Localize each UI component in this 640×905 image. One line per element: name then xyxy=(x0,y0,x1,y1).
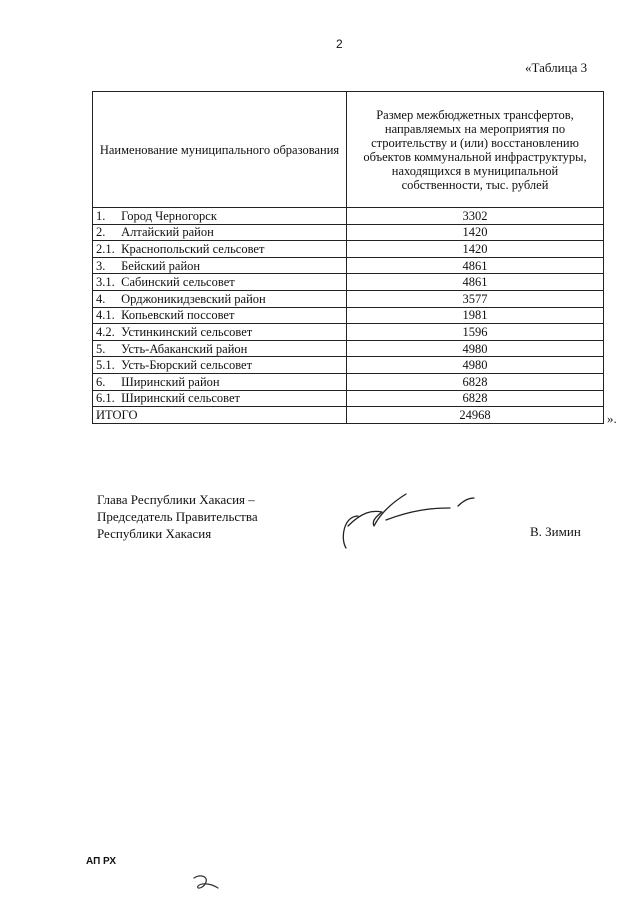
table-row xyxy=(93,274,604,291)
header-name: Наименование муниципального образования xyxy=(93,92,347,208)
row-name-cell xyxy=(93,224,347,241)
row-value: 4980 xyxy=(347,357,604,374)
row-value: 3302 xyxy=(347,208,604,225)
row-number: 2.1. xyxy=(96,241,115,256)
signature-title-line-3: Республики Хакасия xyxy=(97,526,212,541)
total-label: ИТОГО xyxy=(93,407,347,424)
page-number: 2 xyxy=(336,37,343,51)
row-number: 6. xyxy=(96,374,106,389)
row-number: 3.1. xyxy=(96,275,115,290)
table-row xyxy=(93,373,604,390)
handwritten-signature xyxy=(332,486,482,556)
table-row xyxy=(93,307,604,324)
signer-name: В. Зимин xyxy=(530,524,581,539)
row-number: 2. xyxy=(96,225,106,240)
row-value: 4861 xyxy=(347,274,604,291)
row-name: Усть-Абаканский район xyxy=(121,341,248,356)
row-name: Город Черногорск xyxy=(121,208,217,223)
row-number: 3. xyxy=(96,258,106,273)
row-number: 5. xyxy=(96,341,106,356)
row-name-cell xyxy=(93,208,347,225)
row-value: 6828 xyxy=(347,373,604,390)
transfers-table xyxy=(92,91,604,424)
table-header-row xyxy=(93,92,604,208)
total-value: 24968 xyxy=(347,407,604,424)
row-name: Ширинский сельсовет xyxy=(121,391,241,406)
row-name-cell xyxy=(93,307,347,324)
table-caption: «Таблица 3 xyxy=(525,60,588,75)
footer-code: АП РХ xyxy=(86,856,117,867)
signature-title xyxy=(97,491,258,542)
row-name: Алтайский район xyxy=(121,225,214,240)
row-name: Бейский район xyxy=(121,258,201,273)
row-name: Орджоникидзевский район xyxy=(121,291,266,306)
row-name: Копьевский поссовет xyxy=(121,308,235,323)
row-name-cell xyxy=(93,357,347,374)
handwritten-initial-mark xyxy=(188,872,228,894)
signature-title-line-1: Глава Республики Хакасия – xyxy=(97,492,255,507)
closing-quote: ». xyxy=(607,411,617,426)
row-number: 5.1. xyxy=(96,358,115,373)
row-name-cell xyxy=(93,324,347,341)
table-row xyxy=(93,340,604,357)
row-value: 1420 xyxy=(347,224,604,241)
row-name-cell xyxy=(93,340,347,357)
table-row xyxy=(93,357,604,374)
row-number: 4.2. xyxy=(96,324,115,339)
row-number: 6.1. xyxy=(96,391,115,406)
table-row xyxy=(93,224,604,241)
row-value: 4861 xyxy=(347,257,604,274)
row-name-cell xyxy=(93,373,347,390)
row-number: 4.1. xyxy=(96,308,115,323)
row-number: 4. xyxy=(96,291,106,306)
row-value: 1596 xyxy=(347,324,604,341)
table-row xyxy=(93,390,604,407)
row-value: 6828 xyxy=(347,390,604,407)
table-body xyxy=(93,208,604,424)
table-total-row xyxy=(93,407,604,424)
table-row xyxy=(93,324,604,341)
table-row xyxy=(93,208,604,225)
row-name: Сабинский сельсовет xyxy=(121,275,235,290)
row-value: 1420 xyxy=(347,241,604,258)
row-name: Краснопольский сельсовет xyxy=(121,241,265,256)
row-value: 3577 xyxy=(347,290,604,307)
row-name-cell xyxy=(93,290,347,307)
table-row xyxy=(93,241,604,258)
table-row xyxy=(93,257,604,274)
signature-title-line-2: Председатель Правительства xyxy=(97,509,258,524)
row-name-cell xyxy=(93,241,347,258)
row-name: Ширинский район xyxy=(121,374,220,389)
header-value: Размер межбюджетных трансфертов, направляемых на мероприятия по строительству и (или) восстановлению объектов коммунальной инфраструктуры, находящихся в муниципальной собственности, тыс. рублей xyxy=(347,92,604,208)
row-value: 4980 xyxy=(347,340,604,357)
row-value: 1981 xyxy=(347,307,604,324)
row-name-cell xyxy=(93,390,347,407)
row-name-cell xyxy=(93,257,347,274)
row-number: 1. xyxy=(96,208,106,223)
table-row xyxy=(93,290,604,307)
row-name-cell xyxy=(93,274,347,291)
row-name: Устинкинский сельсовет xyxy=(121,324,253,339)
row-name: Усть-Бюрский сельсовет xyxy=(121,358,253,373)
